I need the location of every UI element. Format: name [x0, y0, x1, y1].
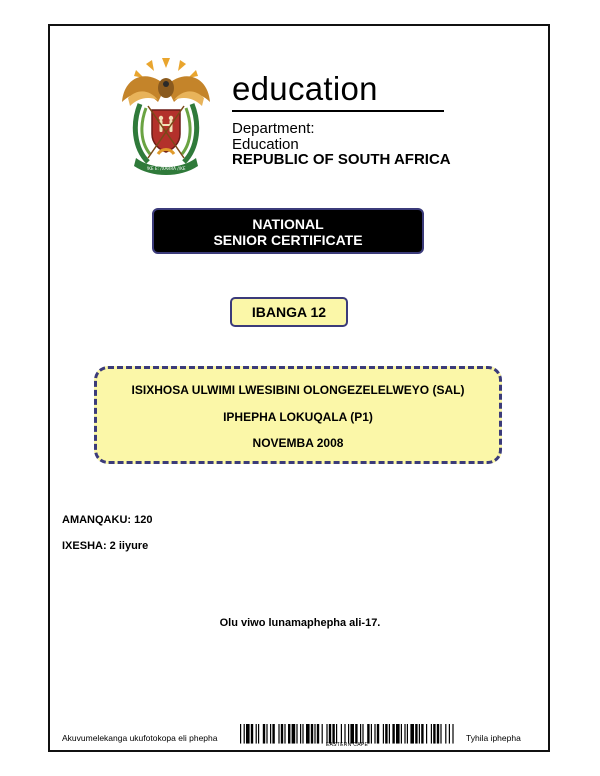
- brand-divider: [232, 110, 444, 112]
- subject-name: ISIXHOSA ULWIMI LWESIBINI OLONGEZELELWEYO (SAL): [131, 383, 465, 397]
- crest-motto: !KE E: /XARRA //KE: [146, 166, 186, 171]
- barcode-label: EASTERN CAPE: [325, 742, 369, 748]
- page-count-note: Olu viwo lunamaphepha ali-17.: [219, 617, 381, 629]
- time-info: IXESHA: 2 iiyure: [62, 540, 149, 552]
- certificate-line-1: NATIONAL: [252, 216, 324, 232]
- footer-turn-page: Tyhila iphepha: [466, 733, 521, 743]
- department-name: Education: [232, 136, 299, 153]
- country-name: REPUBLIC OF SOUTH AFRICA: [232, 151, 451, 168]
- certificate-line-2: SENIOR CERTIFICATE: [213, 232, 363, 248]
- grade-badge: IBANGA 12: [230, 297, 348, 327]
- footer-copy-notice: Akuvumelekanga ukufotokopa eli phepha: [62, 733, 218, 743]
- brand-wordmark: education: [232, 70, 378, 107]
- paper-number: IPHEPHA LOKUQALA (P1): [223, 410, 373, 424]
- department-label: Department:: [232, 120, 315, 137]
- exam-date: NOVEMBA 2008: [252, 436, 344, 450]
- subject-panel: [94, 366, 502, 464]
- coat-of-arms-logo: [118, 58, 214, 178]
- certificate-banner: [152, 208, 424, 254]
- marks-info: AMANQAKU: 120: [62, 514, 153, 526]
